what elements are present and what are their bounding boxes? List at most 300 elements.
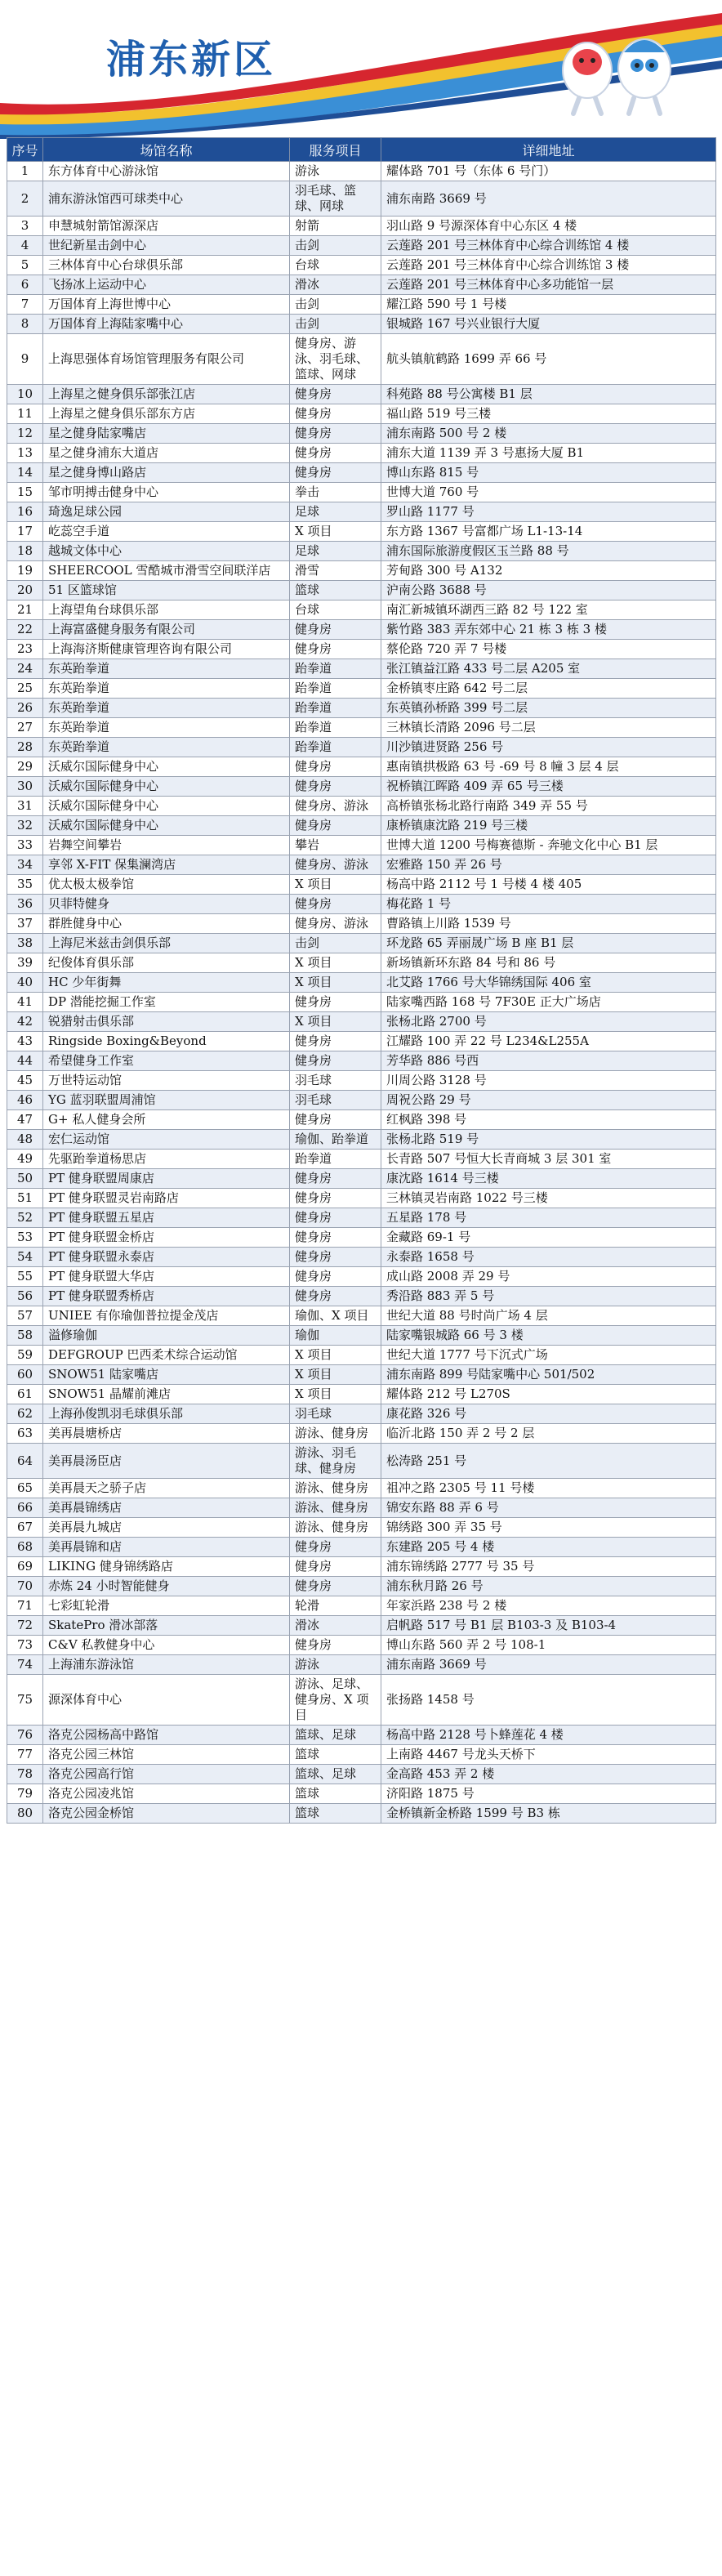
table-row: [7, 640, 716, 659]
cell-venue-name: PT 健身联盟永泰店: [43, 1248, 290, 1267]
cell-address: 梅花路 1 号: [381, 895, 716, 914]
cell-venue-name: PT 健身联盟秀桥店: [43, 1287, 290, 1306]
cell-service: 健身房: [290, 463, 381, 483]
cell-service: 健身房: [290, 895, 381, 914]
cell-service: 游泳: [290, 1655, 381, 1675]
cell-venue-name: 东英跆拳道: [43, 738, 290, 757]
table-row: [7, 718, 716, 738]
cell-service: 台球: [290, 600, 381, 620]
cell-address: 浦东大道 1139 弄 3 号惠扬大厦 B1: [381, 444, 716, 463]
cell-service: X 项目: [290, 1365, 381, 1385]
cell-index: 21: [7, 600, 43, 620]
cell-venue-name: 上海望角台球俱乐部: [43, 600, 290, 620]
column-header-venue-name: 场馆名称: [43, 138, 290, 162]
cell-index: 23: [7, 640, 43, 659]
cell-service: 击剑: [290, 315, 381, 334]
cell-service: 健身房: [290, 1248, 381, 1267]
cell-service: 瑜伽、跆拳道: [290, 1130, 381, 1150]
table-row: [7, 1616, 716, 1636]
cell-address: 科苑路 88 号公寓楼 B1 层: [381, 385, 716, 404]
cell-venue-name: 七彩虹轮滑: [43, 1596, 290, 1616]
header-banner: [0, 0, 722, 139]
cell-address: 济阳路 1875 号: [381, 1784, 716, 1804]
cell-venue-name: 邹市明搏击健身中心: [43, 483, 290, 502]
cell-venue-name: 万国体育上海世博中心: [43, 295, 290, 315]
table-row: [7, 620, 716, 640]
cell-index: 79: [7, 1784, 43, 1804]
cell-address: 南汇新城镇环湖西三路 82 号 122 室: [381, 600, 716, 620]
cell-index: 1: [7, 162, 43, 181]
cell-address: 东建路 205 号 4 楼: [381, 1538, 716, 1557]
cell-service: 瑜伽: [290, 1326, 381, 1346]
cell-service: 击剑: [290, 236, 381, 256]
cell-address: 金桥镇新金桥路 1599 号 B3 栋: [381, 1804, 716, 1824]
cell-service: 滑冰: [290, 275, 381, 295]
cell-service: 健身房: [290, 1110, 381, 1130]
table-row: [7, 1365, 716, 1385]
table-row: [7, 1784, 716, 1804]
cell-index: 50: [7, 1169, 43, 1189]
table-row: [7, 1208, 716, 1228]
cell-index: 80: [7, 1804, 43, 1824]
cell-address: 博山东路 560 弄 2 号 108-1: [381, 1636, 716, 1655]
column-header-service: 服务项目: [290, 138, 381, 162]
cell-index: 16: [7, 502, 43, 522]
cell-index: 44: [7, 1051, 43, 1071]
cell-address: 耀体路 701 号（东体 6 号门）: [381, 162, 716, 181]
cell-service: 轮滑: [290, 1596, 381, 1616]
table-row: [7, 1150, 716, 1169]
cell-index: 53: [7, 1228, 43, 1248]
cell-venue-name: 锐猎射击俱乐部: [43, 1012, 290, 1032]
cell-service: X 项目: [290, 1385, 381, 1404]
cell-venue-name: 美再晨九城店: [43, 1518, 290, 1538]
cell-index: 60: [7, 1365, 43, 1385]
cell-service: 健身房: [290, 620, 381, 640]
cell-address: 金高路 453 弄 2 楼: [381, 1765, 716, 1784]
cell-venue-name: 上海海济斯健康管理咨询有限公司: [43, 640, 290, 659]
cell-index: 35: [7, 875, 43, 895]
cell-index: 46: [7, 1091, 43, 1110]
table-row: [7, 581, 716, 600]
column-header-index: 序号: [7, 138, 43, 162]
cell-address: 红枫路 398 号: [381, 1110, 716, 1130]
cell-service: 健身房: [290, 424, 381, 444]
cell-service: 滑冰: [290, 1616, 381, 1636]
cell-venue-name: G+ 私人健身会所: [43, 1110, 290, 1130]
cell-address: 三林镇灵岩南路 1022 号三楼: [381, 1189, 716, 1208]
cell-service: 游泳: [290, 162, 381, 181]
cell-venue-name: SNOW51 晶耀前滩店: [43, 1385, 290, 1404]
cell-address: 张江镇益江路 433 号二层 A205 室: [381, 659, 716, 679]
cell-index: 38: [7, 934, 43, 953]
cell-index: 75: [7, 1675, 43, 1726]
cell-index: 34: [7, 855, 43, 875]
cell-address: 芳甸路 300 号 A132: [381, 561, 716, 581]
cell-venue-name: 上海星之健身俱乐部张江店: [43, 385, 290, 404]
cell-address: 世纪大道 1777 号下沉式广场: [381, 1346, 716, 1365]
cell-address: 浦东秋月路 26 号: [381, 1577, 716, 1596]
venue-table: [7, 137, 716, 1824]
cell-address: 福山路 519 号三楼: [381, 404, 716, 424]
cell-venue-name: 东英跆拳道: [43, 718, 290, 738]
table-row: [7, 836, 716, 855]
cell-service: 健身房: [290, 1636, 381, 1655]
cell-address: 蔡伦路 720 弄 7 号楼: [381, 640, 716, 659]
cell-service: 健身房、游泳: [290, 855, 381, 875]
cell-service: X 项目: [290, 522, 381, 542]
cell-service: X 项目: [290, 973, 381, 993]
cell-venue-name: 源深体育中心: [43, 1675, 290, 1726]
cell-service: 羽毛球: [290, 1404, 381, 1424]
cell-index: 28: [7, 738, 43, 757]
cell-index: 40: [7, 973, 43, 993]
cell-service: 游泳、足球、健身房、X 项目: [290, 1675, 381, 1726]
cell-venue-name: 越城文体中心: [43, 542, 290, 561]
cell-address: 云莲路 201 号三林体育中心综合训练馆 4 楼: [381, 236, 716, 256]
cell-venue-name: 岩舞空间攀岩: [43, 836, 290, 855]
cell-venue-name: SNOW51 陆家嘴店: [43, 1365, 290, 1385]
cell-address: 惠南镇拱极路 63 号 -69 号 8 幢 3 层 4 层: [381, 757, 716, 777]
cell-service: 健身房: [290, 816, 381, 836]
cell-index: 14: [7, 463, 43, 483]
cell-address: 曹路镇上川路 1539 号: [381, 914, 716, 934]
cell-index: 11: [7, 404, 43, 424]
cell-service: X 项目: [290, 1012, 381, 1032]
cell-venue-name: 洛克公园高行馆: [43, 1765, 290, 1784]
table-row: [7, 777, 716, 797]
cell-address: 环龙路 65 弄丽晟广场 B 座 B1 层: [381, 934, 716, 953]
cell-service: 游泳、羽毛球、健身房: [290, 1444, 381, 1479]
cell-service: 击剑: [290, 934, 381, 953]
cell-index: 66: [7, 1498, 43, 1518]
table-row: [7, 334, 716, 385]
cell-index: 63: [7, 1424, 43, 1444]
cell-venue-name: 51 区篮球馆: [43, 581, 290, 600]
cell-address: 秀沿路 883 弄 5 号: [381, 1287, 716, 1306]
table-row: [7, 444, 716, 463]
table-row: [7, 738, 716, 757]
cell-index: 64: [7, 1444, 43, 1479]
cell-venue-name: LIKING 健身锦绣路店: [43, 1557, 290, 1577]
table-row: [7, 1110, 716, 1130]
cell-index: 15: [7, 483, 43, 502]
cell-venue-name: DP 潜能挖掘工作室: [43, 993, 290, 1012]
cell-address: 临沂北路 150 弄 2 号 2 层: [381, 1424, 716, 1444]
table-row: [7, 1248, 716, 1267]
cell-venue-name: 洛克公园三林馆: [43, 1745, 290, 1765]
cell-address: 年家浜路 238 号 2 楼: [381, 1596, 716, 1616]
cell-index: 32: [7, 816, 43, 836]
cell-address: 浦东南路 899 号陆家嘴中心 501/502: [381, 1365, 716, 1385]
cell-address: 杨高中路 2128 号卜蜂莲花 4 楼: [381, 1726, 716, 1745]
cell-venue-name: 希望健身工作室: [43, 1051, 290, 1071]
cell-venue-name: 群胜健身中心: [43, 914, 290, 934]
cell-service: 健身房: [290, 385, 381, 404]
cell-service: 足球: [290, 542, 381, 561]
cell-address: 长青路 507 号恒大长青商城 3 层 301 室: [381, 1150, 716, 1169]
table-row: [7, 1267, 716, 1287]
cell-address: 云莲路 201 号三林体育中心多功能馆一层: [381, 275, 716, 295]
table-row: [7, 993, 716, 1012]
table-row: [7, 217, 716, 236]
cell-service: 击剑: [290, 295, 381, 315]
cell-venue-name: 先驱跆拳道杨思店: [43, 1150, 290, 1169]
table-row: [7, 502, 716, 522]
cell-index: 72: [7, 1616, 43, 1636]
cell-address: 世纪大道 88 号时尚广场 4 层: [381, 1306, 716, 1326]
cell-index: 7: [7, 295, 43, 315]
cell-address: 浦东南路 500 号 2 楼: [381, 424, 716, 444]
cell-service: 射箭: [290, 217, 381, 236]
cell-index: 13: [7, 444, 43, 463]
column-header-address: 详细地址: [381, 138, 716, 162]
cell-venue-name: 沃威尔国际健身中心: [43, 777, 290, 797]
cell-index: 47: [7, 1110, 43, 1130]
cell-index: 43: [7, 1032, 43, 1051]
cell-service: 游泳、健身房: [290, 1498, 381, 1518]
cell-index: 33: [7, 836, 43, 855]
cell-venue-name: PT 健身联盟周康店: [43, 1169, 290, 1189]
cell-index: 52: [7, 1208, 43, 1228]
cell-index: 25: [7, 679, 43, 699]
cell-service: 健身房: [290, 1287, 381, 1306]
table-row: [7, 895, 716, 914]
cell-address: 张杨北路 2700 号: [381, 1012, 716, 1032]
cell-service: 跆拳道: [290, 738, 381, 757]
cell-service: 健身房: [290, 640, 381, 659]
cell-address: 康桥镇康沈路 219 号三楼: [381, 816, 716, 836]
table-row: [7, 385, 716, 404]
cell-service: 健身房: [290, 1267, 381, 1287]
cell-service: 瑜伽、X 项目: [290, 1306, 381, 1326]
cell-index: 62: [7, 1404, 43, 1424]
cell-address: 上南路 4467 号龙头天桥下: [381, 1745, 716, 1765]
cell-index: 55: [7, 1267, 43, 1287]
cell-service: 拳击: [290, 483, 381, 502]
cell-venue-name: 沃威尔国际健身中心: [43, 816, 290, 836]
cell-service: 健身房: [290, 444, 381, 463]
cell-venue-name: PT 健身联盟金桥店: [43, 1228, 290, 1248]
cell-index: 76: [7, 1726, 43, 1745]
table-row: [7, 463, 716, 483]
cell-address: 江耀路 100 弄 22 号 L234&L255A: [381, 1032, 716, 1051]
cell-venue-name: 享邻 X-FIT 保集澜湾店: [43, 855, 290, 875]
cell-service: 游泳、健身房: [290, 1424, 381, 1444]
table-row: [7, 1091, 716, 1110]
cell-index: 78: [7, 1765, 43, 1784]
cell-venue-name: 赤炼 24 小时智能健身: [43, 1577, 290, 1596]
table-row: [7, 1675, 716, 1726]
cell-index: 6: [7, 275, 43, 295]
cell-index: 10: [7, 385, 43, 404]
cell-service: 篮球、足球: [290, 1726, 381, 1745]
cell-address: 世博大道 1200 号梅赛德斯 - 奔驰文化中心 B1 层: [381, 836, 716, 855]
cell-address: 锦绣路 300 弄 35 号: [381, 1518, 716, 1538]
cell-address: 启帆路 517 号 B1 层 B103-3 及 B103-4: [381, 1616, 716, 1636]
cell-service: X 项目: [290, 1346, 381, 1365]
cell-service: 健身房: [290, 1228, 381, 1248]
cell-address: 浦东国际旅游度假区玉兰路 88 号: [381, 542, 716, 561]
cell-service: 健身房: [290, 1557, 381, 1577]
page-title: 浦东新区: [106, 37, 277, 83]
cell-index: 42: [7, 1012, 43, 1032]
cell-address: 五星路 178 号: [381, 1208, 716, 1228]
cell-index: 9: [7, 334, 43, 385]
table-row: [7, 236, 716, 256]
cell-index: 77: [7, 1745, 43, 1765]
cell-index: 45: [7, 1071, 43, 1091]
cell-venue-name: 三林体育中心台球俱乐部: [43, 256, 290, 275]
cell-venue-name: 琦逸足球公园: [43, 502, 290, 522]
cell-address: 云莲路 201 号三林体育中心综合训练馆 3 楼: [381, 256, 716, 275]
table-row: [7, 424, 716, 444]
cell-service: 健身房: [290, 1208, 381, 1228]
cell-service: 篮球、足球: [290, 1765, 381, 1784]
cell-index: 20: [7, 581, 43, 600]
table-row: [7, 1404, 716, 1424]
cell-index: 54: [7, 1248, 43, 1267]
cell-venue-name: SHEERCOOL 雪酷城市滑雪空间联洋店: [43, 561, 290, 581]
table-row: [7, 1032, 716, 1051]
table-row: [7, 1444, 716, 1479]
cell-venue-name: 东英跆拳道: [43, 699, 290, 718]
cell-venue-name: 世纪新星击剑中心: [43, 236, 290, 256]
cell-venue-name: 美再晨塘桥店: [43, 1424, 290, 1444]
table-row: [7, 1636, 716, 1655]
cell-index: 56: [7, 1287, 43, 1306]
cell-service: 滑雪: [290, 561, 381, 581]
table-row: [7, 679, 716, 699]
cell-service: 游泳、健身房: [290, 1479, 381, 1498]
cell-venue-name: 星之健身博山路店: [43, 463, 290, 483]
table-row: [7, 483, 716, 502]
cell-address: 金藏路 69-1 号: [381, 1228, 716, 1248]
cell-index: 30: [7, 777, 43, 797]
cell-index: 22: [7, 620, 43, 640]
cell-address: 杨高中路 2112 号 1 号楼 4 楼 405: [381, 875, 716, 895]
table-row: [7, 1745, 716, 1765]
cell-service: 健身房、游泳: [290, 914, 381, 934]
cell-address: 世博大道 760 号: [381, 483, 716, 502]
cell-index: 37: [7, 914, 43, 934]
cell-address: 沪南公路 3688 号: [381, 581, 716, 600]
cell-venue-name: 上海思强体育场馆管理服务有限公司: [43, 334, 290, 385]
cell-index: 49: [7, 1150, 43, 1169]
cell-address: 东英镇孙桥路 399 号二层: [381, 699, 716, 718]
cell-venue-name: 上海孙俊凯羽毛球俱乐部: [43, 1404, 290, 1424]
cell-service: 跆拳道: [290, 659, 381, 679]
cell-service: 篮球: [290, 1804, 381, 1824]
cell-venue-name: 万世特运动馆: [43, 1071, 290, 1091]
cell-index: 74: [7, 1655, 43, 1675]
cell-venue-name: 星之健身陆家嘴店: [43, 424, 290, 444]
cell-address: 博山东路 815 号: [381, 463, 716, 483]
cell-index: 27: [7, 718, 43, 738]
cell-address: 银城路 167 号兴业银行大厦: [381, 315, 716, 334]
cell-venue-name: 上海星之健身俱乐部东方店: [43, 404, 290, 424]
cell-address: 三林镇长清路 2096 号二层: [381, 718, 716, 738]
table-row: [7, 600, 716, 620]
cell-address: 罗山路 1177 号: [381, 502, 716, 522]
cell-index: 19: [7, 561, 43, 581]
table-row: [7, 256, 716, 275]
cell-address: 浦东南路 3669 号: [381, 1655, 716, 1675]
table-row: [7, 1189, 716, 1208]
cell-venue-name: 浦东游泳馆西可球类中心: [43, 181, 290, 217]
cell-index: 48: [7, 1130, 43, 1150]
table-row: [7, 699, 716, 718]
cell-index: 65: [7, 1479, 43, 1498]
cell-service: 健身房: [290, 1032, 381, 1051]
table-row: [7, 659, 716, 679]
cell-venue-name: 东方体育中心游泳馆: [43, 162, 290, 181]
cell-index: 24: [7, 659, 43, 679]
cell-index: 29: [7, 757, 43, 777]
cell-address: 羽山路 9 号源深体育中心东区 4 楼: [381, 217, 716, 236]
venue-table-body: [7, 162, 716, 1824]
table-row: [7, 1538, 716, 1557]
cell-venue-name: PT 健身联盟灵岩南路店: [43, 1189, 290, 1208]
cell-venue-name: C&V 私教健身中心: [43, 1636, 290, 1655]
table-row: [7, 973, 716, 993]
cell-service: 羽毛球: [290, 1071, 381, 1091]
cell-service: X 项目: [290, 875, 381, 895]
table-row: [7, 1071, 716, 1091]
cell-address: 周祝公路 29 号: [381, 1091, 716, 1110]
cell-venue-name: 美再晨天之骄子店: [43, 1479, 290, 1498]
cell-address: 陆家嘴西路 168 号 7F30E 正大广场店: [381, 993, 716, 1012]
cell-address: 康花路 326 号: [381, 1404, 716, 1424]
cell-venue-name: 溢修瑜伽: [43, 1326, 290, 1346]
table-row: [7, 934, 716, 953]
cell-index: 71: [7, 1596, 43, 1616]
table-row: [7, 1577, 716, 1596]
cell-address: 航头镇航鹤路 1699 弄 66 号: [381, 334, 716, 385]
cell-venue-name: 万国体育上海陆家嘴中心: [43, 315, 290, 334]
table-row: [7, 1012, 716, 1032]
table-row: [7, 1385, 716, 1404]
cell-service: 足球: [290, 502, 381, 522]
cell-address: 永泰路 1658 号: [381, 1248, 716, 1267]
cell-address: 北艾路 1766 号大华锦绣国际 406 室: [381, 973, 716, 993]
cell-address: 成山路 2008 弄 29 号: [381, 1267, 716, 1287]
cell-address: 耀江路 590 号 1 号楼: [381, 295, 716, 315]
mascot-icon: [542, 20, 689, 118]
table-row: [7, 1655, 716, 1675]
table-row: [7, 1169, 716, 1189]
table-row: [7, 1130, 716, 1150]
cell-venue-name: 沃威尔国际健身中心: [43, 757, 290, 777]
cell-address: 宏雅路 150 弄 26 号: [381, 855, 716, 875]
table-row: [7, 1424, 716, 1444]
table-row: [7, 1596, 716, 1616]
cell-index: 73: [7, 1636, 43, 1655]
cell-index: 68: [7, 1538, 43, 1557]
cell-service: 健身房: [290, 993, 381, 1012]
table-row: [7, 275, 716, 295]
cell-index: 51: [7, 1189, 43, 1208]
cell-service: 健身房: [290, 404, 381, 424]
cell-index: 59: [7, 1346, 43, 1365]
cell-service: 健身房: [290, 1577, 381, 1596]
cell-address: 康沈路 1614 号三楼: [381, 1169, 716, 1189]
cell-index: 26: [7, 699, 43, 718]
cell-address: 耀体路 212 号 L270S: [381, 1385, 716, 1404]
cell-service: 游泳、健身房: [290, 1518, 381, 1538]
table-row: [7, 914, 716, 934]
cell-index: 18: [7, 542, 43, 561]
